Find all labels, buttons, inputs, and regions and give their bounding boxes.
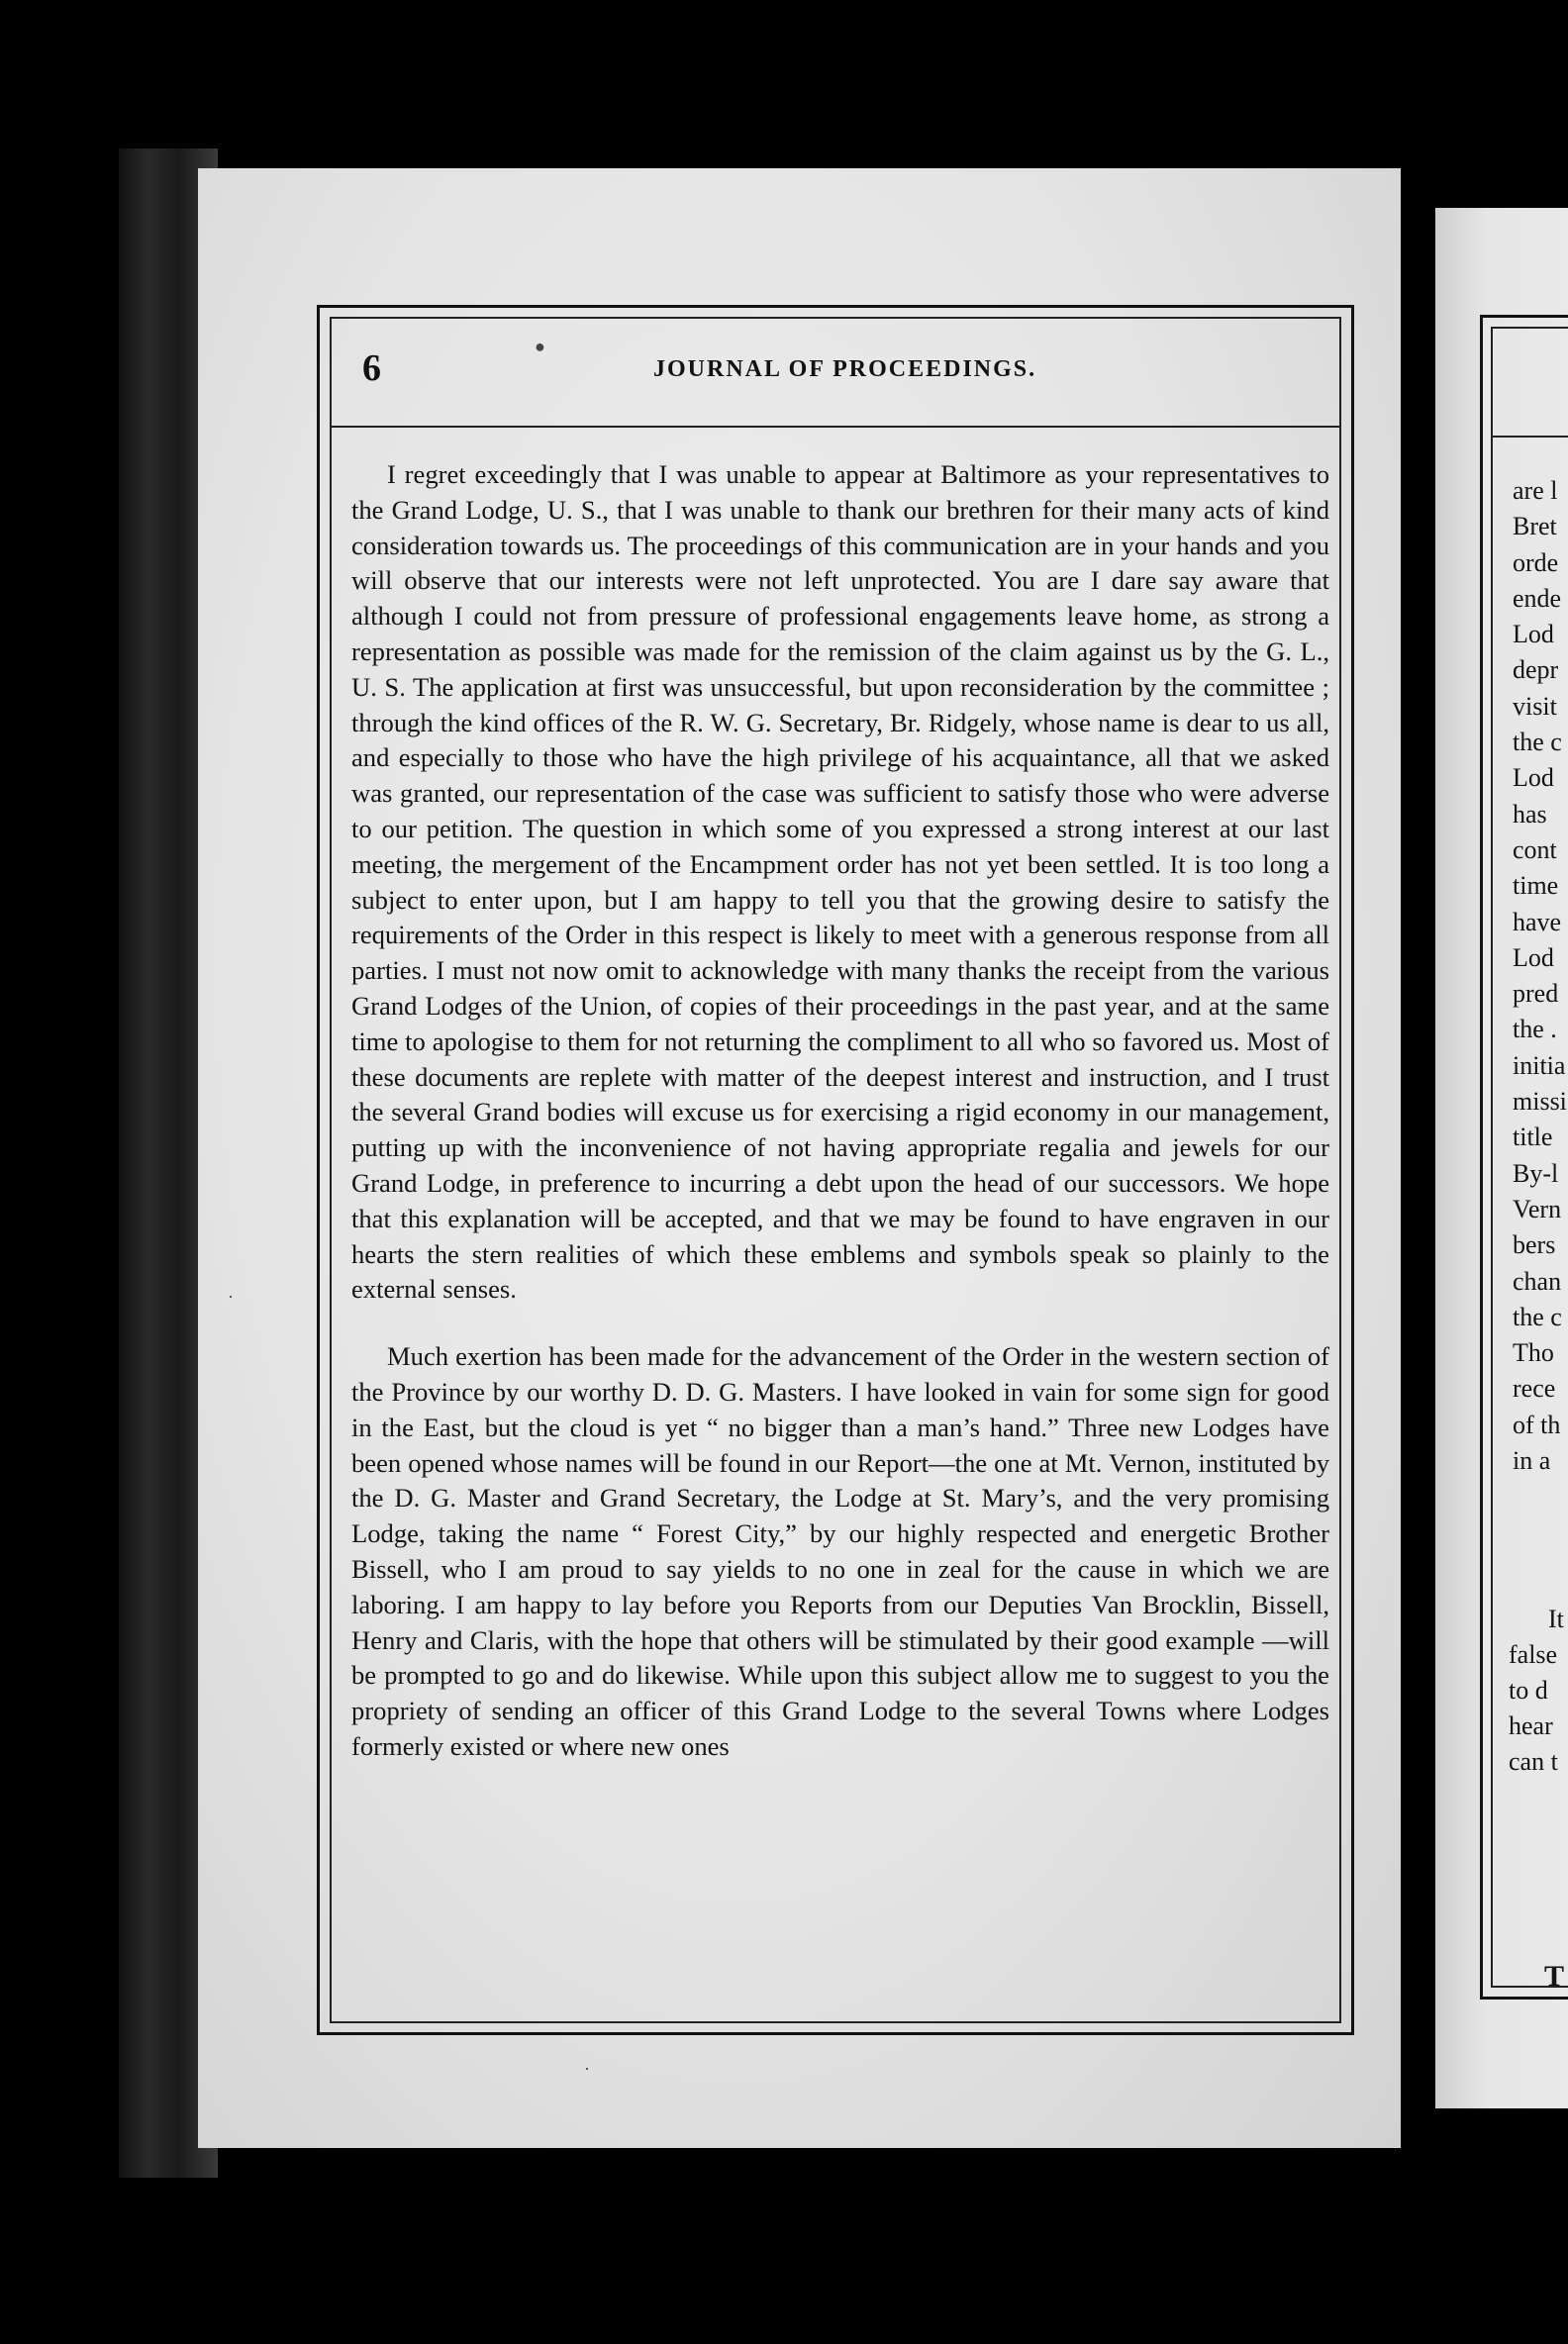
next-page-line: Lod	[1513, 942, 1554, 972]
next-page-line: false	[1509, 1640, 1558, 1669]
next-page-line: Bret	[1513, 512, 1557, 541]
next-page-line: have	[1513, 907, 1562, 936]
header-rule	[330, 426, 1341, 428]
next-page-line: It	[1548, 1605, 1564, 1633]
ink-speck: ●	[535, 337, 545, 356]
next-page-line: time	[1513, 871, 1559, 901]
next-page-line: initia	[1513, 1050, 1566, 1080]
next-page-line: chan	[1513, 1266, 1562, 1296]
next-page-line: orde	[1513, 547, 1559, 577]
next-page-line: the .	[1513, 1015, 1557, 1044]
ink-speck: ·	[584, 2059, 590, 2079]
next-page-line: bers	[1513, 1230, 1556, 1260]
next-page-line: the c	[1513, 1302, 1562, 1331]
next-page-bottom-letter: T	[1544, 1960, 1565, 1993]
next-page-line: rece	[1513, 1374, 1556, 1404]
next-page-line: cont	[1513, 834, 1557, 864]
next-page-line: has	[1513, 799, 1547, 829]
next-page-line: Lod	[1513, 620, 1554, 649]
next-page-text	[1513, 473, 1568, 1479]
body-text	[351, 457, 1329, 1765]
next-page-line: Lod	[1513, 763, 1554, 793]
next-page-line: hear	[1509, 1711, 1553, 1740]
next-page-line: title	[1513, 1123, 1553, 1152]
next-page-line: pred	[1513, 979, 1559, 1009]
next-page-line: of th	[1513, 1410, 1561, 1439]
next-page-line: By-l	[1513, 1158, 1559, 1188]
next-page-line: ende	[1513, 583, 1562, 613]
paragraph-2: Much exertion has been made for the advancement of the Order in the western section of the Province by our worthy D. D. G. Masters. I have looked in vain for some sign for good in the East, but the cloud is yet “ no bigger than a man’s hand.” Three new Lodges have been opened whose names will be found in our Report—the one at Mt. Vernon, instituted by the D. G. Master and Grand Secretary, the Lodge at St. Mary’s, and the very promising Lodge, taking the name “ Forest City,” by our highly respected and energetic Brother Bissell, who I am proud to say yields to no one in zeal for the cause in which we are laboring. I am happy to lay before you Reports from our Deputies Van Brocklin, Bissell, Henry and Claris, with the hope that others will be stimulated by their good example —will be prompted to go and do likewise. While upon this subject allow me to suggest to you the propriety of sending an officer of this Grand Lodge to the several Towns where Lodges formerly existed or where new ones	[351, 1341, 1329, 1761]
next-page-line: to d	[1509, 1676, 1548, 1705]
next-page-line: visit	[1513, 691, 1557, 721]
next-page-line: are l	[1513, 476, 1558, 505]
ink-speck: ·	[228, 1287, 234, 1307]
next-page-lower-text	[1509, 1602, 1568, 1780]
next-page-line: Vern	[1513, 1194, 1562, 1223]
running-head: JOURNAL OF PROCEEDINGS.	[653, 356, 1037, 382]
next-page-line: missi	[1513, 1087, 1567, 1117]
next-page-line: depr	[1513, 655, 1559, 685]
next-page-line: Tho	[1513, 1338, 1554, 1368]
page-number: 6	[362, 347, 381, 389]
next-page-line: the c	[1513, 728, 1562, 757]
next-page-line: in a	[1513, 1446, 1551, 1476]
paragraph-1: I regret exceedingly that I was unable to appear at Baltimore as your representatives to the Grand Lodge, U. S., that I was unable to thank our brethren for their many acts of kind consideration towards us. The proceedings of this communication are in your hands and you will observe that our interests were not left unprotected. You are I dare say aware that although I could not from pressure of professional engagements leave home, as strong a representation as possible was made for the remission of the claim against us by the G. L., U. S. The application at first was unsuccessful, but upon reconsideration by the committee ; through the kind offices of the R. W. G. Secretary, Br. Ridgely, whose name is dear to us all, and especially to those who have the high privilege of his acquaintance, all that we asked was granted, our representation of the case was sufficient to satisfy those who were adverse to our petition. The question in which some of you expressed a strong interest at our last meeting, the mergement of the Encampment order has not yet been settled. It is too long a subject to enter upon, but I am happy to tell you that the growing desire to satisfy the requirements of the Order in this respect is likely to meet with a generous response from all parties. I must not now omit to acknowledge with many thanks the receipt from the various Grand Lodges of the Union, of copies of their proceedings in the past year, and at the same time to apologise to them for not returning the compliment to all who so favored us. Most of these documents are replete with matter of the deepest interest and instruction, and I trust the several Grand bodies will excuse us for exercising a rigid economy in our management, putting up with the inconvenience of not having appropriate regalia and jewels for our Grand Lodge, in preference to incurring a debt upon the head of our successors. We hope that this explanation will be accepted, and that we may be found to have engraven in our hearts the stern realities of which these emblems and symbols speak so plainly to the external senses.	[351, 459, 1329, 1305]
next-page-line: can t	[1509, 1747, 1558, 1776]
next-page-header-rule	[1491, 436, 1568, 438]
